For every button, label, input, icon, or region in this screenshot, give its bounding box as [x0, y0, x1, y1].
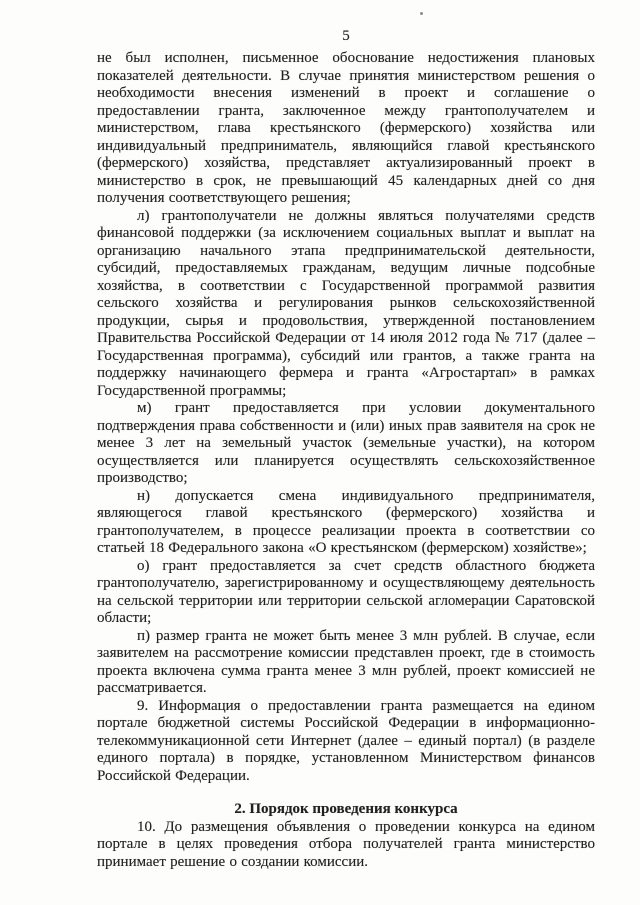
- paragraph-item-l: л) грантополучатели не должны являться получателями средств финансовой поддержки (за исключением социальных выплат и выплат на организацию начального этапа предпринимательской деятельности, субсидий, предоставляемых гражданам, ведущим личные подсобные хозяйства, в соответствии с Государственной программой развития сельского хозяйства и регулирования рынков сельскохозяйственной продукции, сырья и продовольствия, утвержденной постановлением Правительства Российской Федерации от 14 июля 2012 года № 717 (далее – Государственная программа), субсидий или грантов, а также гранта на поддержку начинающего фермера и гранта «Агростартап» в рамках Государственной программы;: [97, 207, 595, 399]
- section-heading: 2. Порядок проведения конкурса: [234, 801, 458, 817]
- paragraph-continuation: не был исполнен, письменное обоснование недостижения плановых показателей деятельности. В случае принятия министерством решения о необходимости внесения изменений в проект и соглашение о предоставлении гранта, заключенное между грантополучателем и министерством, глава крестьянского (фермерского) хозяйства или индивидуальный предприниматель, являющийся главой крестьянского (фермерского) хозяйства, представляет актуализированный проект в министерство в срок, не превышающий 45 календарных дней со дня получения соответствующего решения;: [97, 50, 595, 206]
- scan-artifact-dot: [420, 12, 423, 15]
- paragraph-item-m: м) грант предоставляется при условии документального подтверждения права собственности и (или) иных прав заявителя на срок не менее 3 лет на земельный участок (земельные участки), на котором осуществляется или планируется осуществлять сельскохозяйственное производство;: [97, 400, 595, 486]
- paragraph-item-p: п) размер гранта не может быть менее 3 млн рублей. В случае, если заявителем на рассмотрение комиссии представлен проект, где в стоимость проекта включена сумма гранта менее 3 млн рублей, проект комиссией не рассматривается.: [97, 627, 595, 696]
- paragraph-point-10: 10. До размещения объявления о проведении конкурса на едином портале в целях проведения отбора получателей гранта министерство принимает решение о создании комиссии.: [97, 818, 595, 870]
- page-number: 5: [342, 28, 350, 44]
- paragraph-item-o: о) грант предоставляется за счет средств областного бюджета грантополучателю, зарегистрированному и осуществляющему деятельность на сельской территории или территории сельской агломерации Саратовской области;: [97, 557, 595, 626]
- paragraph-item-n: н) допускается смена индивидуального предпринимателя, являющегося главой крестьянского (фермерского) хозяйства и грантополучателем, в процессе реализации проекта в соответствии со статьей 18 Федерального закона «О крестьянском (фермерском) хозяйстве»;: [97, 487, 595, 556]
- document-body: [97, 50, 595, 871]
- paragraph-point-9: 9. Информация о предоставлении гранта размещается на едином портале бюджетной системы Российской Федерации в информационно-телекоммуникационной сети Интернет (далее – единый портал) (в разделе единого портала) в порядке, установленном Министерством финансов Российской Федерации.: [97, 697, 595, 784]
